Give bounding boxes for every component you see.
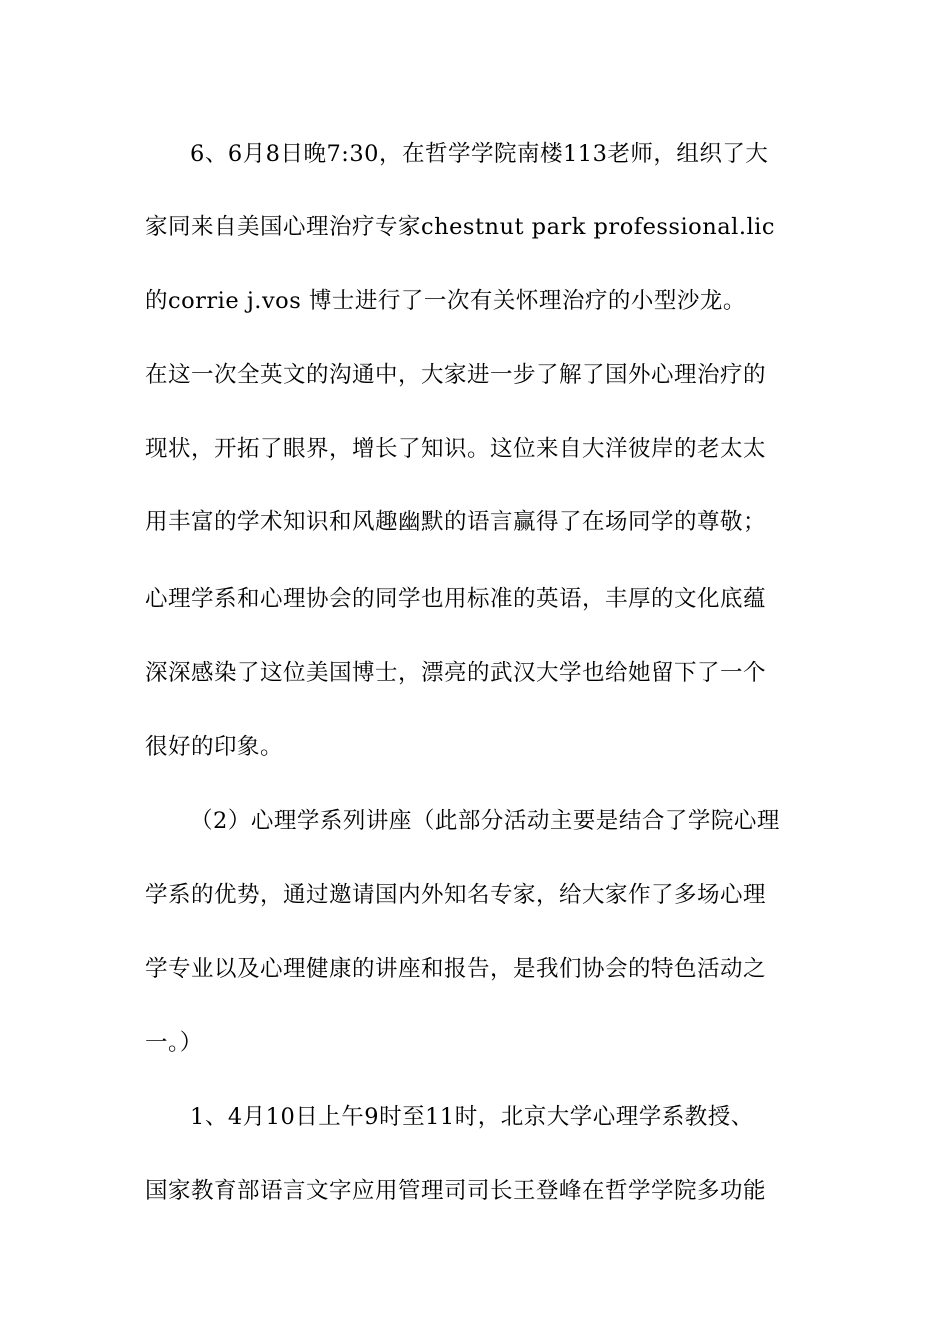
paragraph-line: 1、4月10日上午9时至11时，北京大学心理学系教授、 — [190, 1104, 754, 1130]
paragraph-line: 深深感染了这位美国博士，漂亮的武汉大学也给她留下了一个 — [145, 660, 767, 686]
paragraph-line: 一。） — [145, 1030, 203, 1056]
paragraph-line: 的corrie j.vos 博士进行了一次有关怀理治疗的小型沙龙。 — [145, 288, 746, 314]
paragraph-line: 现状，开拓了眼界，增长了知识。这位来自大洋彼岸的老太太 — [145, 436, 767, 462]
paragraph-line: 用丰富的学术知识和风趣幽默的语言赢得了在场同学的尊敬； — [145, 509, 767, 535]
paragraph-line: （2）心理学系列讲座（此部分活动主要是结合了学院心理 — [190, 808, 780, 834]
paragraph-line: 很好的印象。 — [145, 734, 284, 760]
paragraph-line: 家同来自美国心理治疗专家chestnut park professional.lic — [145, 214, 775, 240]
paragraph-line: 学专业以及心理健康的讲座和报告，是我们协会的特色活动之 — [145, 956, 767, 982]
paragraph-line: 学系的优势，通过邀请国内外知名专家，给大家作了多场心理 — [145, 882, 767, 908]
paragraph-line: 6、6月8日晚7:30，在哲学学院南楼113老师，组织了大 — [190, 141, 769, 167]
paragraph-line: 国家教育部语言文字应用管理司司长王登峰在哲学学院多功能 — [145, 1178, 767, 1204]
paragraph-line: 在这一次全英文的沟通中，大家进一步了解了国外心理治疗的 — [145, 362, 767, 388]
paragraph-line: 心理学系和心理协会的同学也用标准的英语，丰厚的文化底蕴 — [145, 586, 767, 612]
